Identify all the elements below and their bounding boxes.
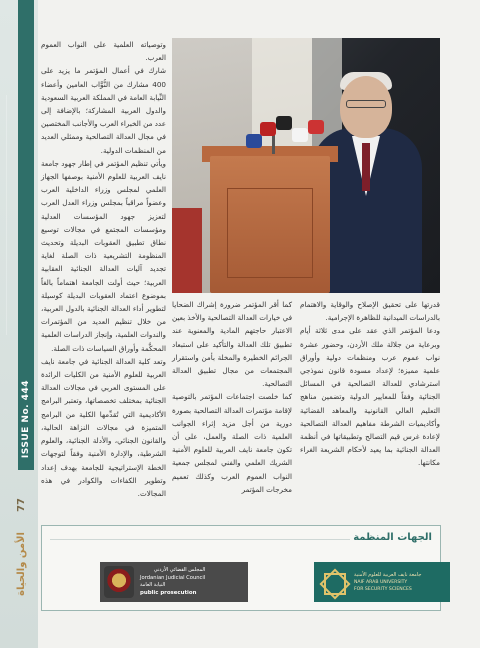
paragraph: قدرتها على تحقيق الإصلاح والوقاية والاهتمام بالدراسات الميدانية للظاهرة الإجرامية. <box>300 300 440 323</box>
jordanian-judicial-council-logo <box>100 562 248 602</box>
nauss-name-ar: جامعة نايف العربية للعلوم الأمنية <box>354 571 422 578</box>
article-column-1 <box>41 38 166 498</box>
page-number: 77 <box>16 498 27 512</box>
speaker-photo <box>172 38 440 293</box>
divider <box>50 539 350 540</box>
prosecution-ar: النيابة العامة <box>140 582 166 588</box>
jordan-crest-icon <box>104 566 134 598</box>
nauss-logo <box>314 562 450 602</box>
nauss-name-en-2: FOR SECURITY SCIENCES <box>354 586 412 592</box>
article-column-2 <box>172 298 292 518</box>
paragraph: كما خلصت اجتماعات المؤتمر بالتوصية لإقامة مؤتمرات العدالة التصالحية بصورة دورية من أجل مزيد إثراء الجوانب العلمية ذات الصلة والعمل، على أن تكون جامعة نايف العربية للعلوم الأمنية الشريك العلمي والفني لمجلس جمعية النواب العموم العرب وكذلك تعميم مخرجات المؤتمر <box>172 392 292 494</box>
paragraph: وتوصياته العلمية على النواب العموم العرب. <box>41 40 166 63</box>
star-emblem-icon <box>320 569 346 595</box>
paragraph: شارك في أعمال المؤتمر ما يزيد على 400 مشارك من النُّوَّاب العامين وأعضاء النِّيابة العامة في المملكة العربية السعودية والدول العربية المشاركة؛ بالإضافة إلى عدد من الخبراء العرب والأجانب المختصين في مجال العدالة التصالحية وممثلي العديد من المنظمات الدولية. <box>40 66 166 155</box>
article-column-3 <box>300 298 440 518</box>
issue-label: ISSUE No. 444 <box>21 379 31 458</box>
issue-band <box>18 0 34 470</box>
paragraph: ويأتي تنظيم المؤتمر في إطار جهود جامعة نايف العربية للعلوم الأمنية بوصفها الجهاز العلمي لمجلس وزراء الداخلية العرب وعضواً مراقباً بمجلس وزراء العدل العرب لتعزيز جهود المؤسسات العدلية ومؤسسات المجتمع في مجالات توسيع نطاق تطبيق العقوبات البديلة وتحديث المنظومة التشريعية ذات الصلة لغاية تجديد آليات العدالة الجنائية العقابية العربية؛ حيث أولت الجامعة اهتماماً بالغاً بموضوع اعتماد العقوبات البديلة كوسيلة لتطوير أداء العدالة الجنائية بالدول العربية، من خلال تنظيم العديد من المؤتمرات والندوات العلمية، وإنجاز الدراسات العلمية المحكَّمة وأوراق السياسات ذات الصلة. <box>41 158 166 353</box>
prosecution-en: public prosecution <box>140 589 197 596</box>
organizers-title: الجهات المنظمة <box>353 532 432 543</box>
paragraph: وتعد كلية العدالة الجنائية في جامعة نايف العربية للعلوم الأمنية من الكليات الرائدة على المستوى العربي في مجالات العدالة الجنائية بمختلف تخصصاتها، وتعتبر البرامج الأكاديمية التي تُقدِّمها الكلية من البرامج المتميزة في مجالات النزاهة الحالية، والقانون الجنائي، والأدلة الجنائية، والعلوم الشرطية، والإدارة الأمنية وفقاً لتوجهات الخطة الإستراتيجية للجامعة بهدف إعداد وتطوير الكفاءات والكوادر في هذه المجالات. <box>41 356 166 498</box>
magazine-name: الأمن والحياة <box>16 532 27 596</box>
council-name-ar: المجلس القضائي الأردني <box>153 567 206 573</box>
nauss-name-en-1: NAIF ARAB UNIVERSITY <box>354 579 408 585</box>
paragraph: ودعا المؤتمر الذي عقد على مدى ثلاثة أيام وبرعاية من جلالة ملك الأردن، وحضور عشرة نواب عموم عرب ومنظمات دولية وأوراق علمية مميزة؛ لإعداد مسودة قانون نموذجي استرشادي للعدالة التصالحية في المسائل الجنائية وفقاً للمعايير الدولية وتضمين مناهج التعليم العالي القانونية والمعاهد القضائية وأكاديميات الشرطة مفاهيم العدالة التصالحية لإعادة غرس قيم التصالح وتطبيقاتها في أنظمة العدالة الجنائية بما يعيد لأحكام الشريعة الغراء مكانتها. <box>300 326 440 468</box>
organizers-box <box>41 525 441 611</box>
side-strip <box>0 0 38 648</box>
council-name-en: Jordanian Judicial Council <box>140 574 206 581</box>
paragraph: كما أقر المؤتمر ضرورة إشراك الضحايا في خيارات العدالة التصالحية والأخذ بعين الاعتبار حاجتهم المادية والمعنوية عند تطبيق تلك العدالة والتأكيد على استبعاد الجرائم الخطيرة والمخلة بأمن واستقرار المجتمعات من مجال تطبيق العدالة التصالحية. <box>172 300 292 389</box>
